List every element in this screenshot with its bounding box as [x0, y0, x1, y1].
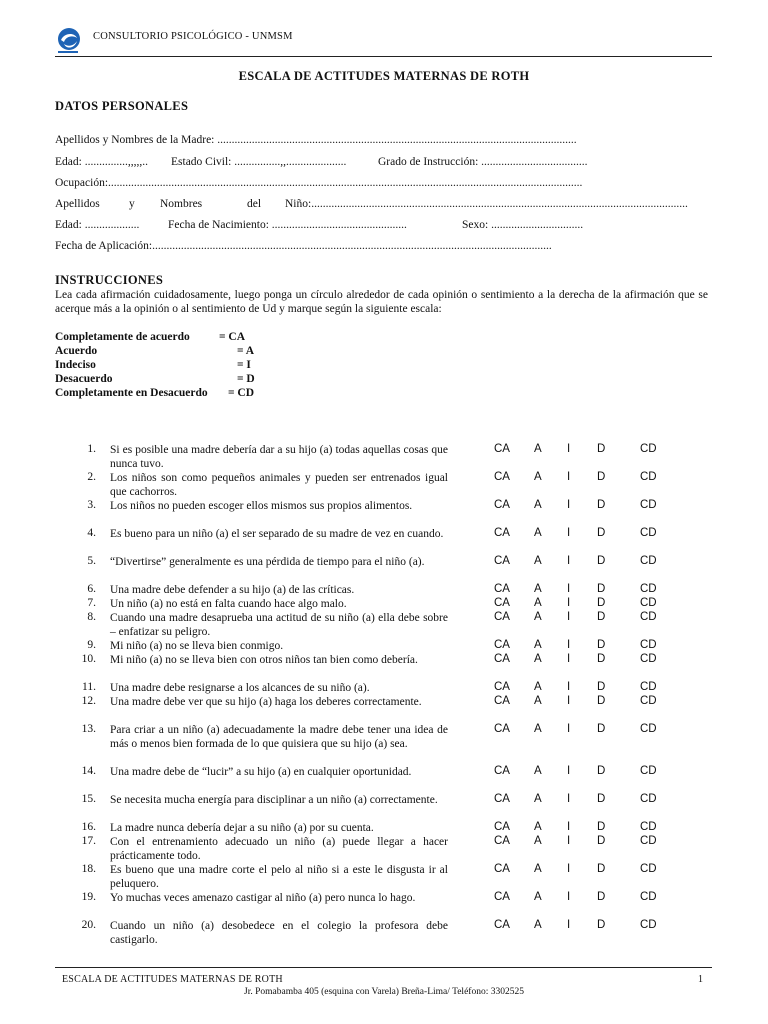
- answer-option-cd[interactable]: CD: [640, 527, 657, 539]
- answer-option-i[interactable]: I: [567, 793, 571, 805]
- item-statement: Si es posible una madre debería dar a su hijo (a) todas aquellas cosas que nunca tuvo.: [110, 444, 448, 470]
- item-number: 4.: [87, 527, 96, 539]
- item-number: 3.: [87, 499, 96, 511]
- education-field[interactable]: Grado de Instrucción: .....................................: [378, 156, 588, 168]
- answer-option-i[interactable]: I: [567, 499, 571, 511]
- item-statement: Es bueno para un niño (a) el ser separado de su madre de vez en cuando.: [110, 528, 444, 540]
- answer-option-cd[interactable]: CD: [640, 723, 657, 735]
- page-number: 1: [698, 974, 703, 985]
- answer-option-cd[interactable]: CD: [640, 681, 657, 693]
- answer-option-cd[interactable]: CD: [640, 583, 657, 595]
- answer-option-i[interactable]: I: [567, 863, 571, 875]
- child-name-word: y: [129, 198, 135, 210]
- answer-option-cd[interactable]: CD: [640, 471, 657, 483]
- answer-option-ca[interactable]: CA: [494, 597, 510, 609]
- item-statement: Un niño (a) no está en falta cuando hace algo malo.: [110, 598, 347, 610]
- answer-option-cd[interactable]: CD: [640, 821, 657, 833]
- header-rule: [55, 56, 712, 57]
- answer-option-a[interactable]: A: [534, 499, 542, 511]
- answer-option-a[interactable]: A: [534, 695, 542, 707]
- item-number: 14.: [81, 765, 96, 777]
- item-statement: Con el entrenamiento adecuado un niño (a) puede llegar a hacer prácticamente todo.: [110, 836, 448, 862]
- answer-option-cd[interactable]: CD: [640, 653, 657, 665]
- answer-option-a[interactable]: A: [534, 527, 542, 539]
- answer-option-ca[interactable]: CA: [494, 499, 510, 511]
- footer-rule: [55, 967, 712, 968]
- scale-code: = D: [237, 373, 255, 385]
- answer-option-ca[interactable]: CA: [494, 639, 510, 651]
- item-statement: Una madre debe defender a su hijo (a) de las críticas.: [110, 584, 355, 596]
- answer-option-d[interactable]: D: [597, 835, 606, 847]
- civil-status-field[interactable]: Estado Civil: ................,,.....................: [171, 156, 347, 168]
- answer-option-i[interactable]: I: [567, 611, 571, 623]
- item-statement: Mi niño (a) no se lleva bien con otros niños tan bien como debería.: [110, 654, 418, 666]
- answer-option-d[interactable]: D: [597, 695, 606, 707]
- personal-data-heading: DATOS PERSONALES: [55, 99, 189, 113]
- answer-option-i[interactable]: I: [567, 919, 571, 931]
- answer-option-cd[interactable]: CD: [640, 597, 657, 609]
- child-name-word: del: [247, 198, 262, 210]
- answer-option-ca[interactable]: CA: [494, 919, 510, 931]
- answer-option-d[interactable]: D: [597, 681, 606, 693]
- answer-option-d[interactable]: D: [597, 863, 606, 875]
- occupation-field[interactable]: Ocupación:.....................................................................................................................................................................: [55, 177, 583, 189]
- item-statement: Mi niño (a) no se lleva bien conmigo.: [110, 640, 284, 652]
- answer-option-cd[interactable]: CD: [640, 639, 657, 651]
- answer-option-d[interactable]: D: [597, 919, 606, 931]
- answer-option-d[interactable]: D: [597, 891, 606, 903]
- answer-option-cd[interactable]: CD: [640, 555, 657, 567]
- answer-option-a[interactable]: A: [534, 653, 542, 665]
- answer-option-ca[interactable]: CA: [494, 471, 510, 483]
- answer-option-ca[interactable]: CA: [494, 835, 510, 847]
- unmsm-logo-icon: [55, 26, 85, 56]
- item-statement: Se necesita mucha energía para disciplinar a un niño (a) correctamente.: [110, 794, 438, 806]
- birth-date-field[interactable]: Fecha de Nacimiento: ...............................................: [168, 219, 407, 231]
- scale-code: = CD: [228, 387, 255, 399]
- scale-code: = CA: [219, 331, 246, 343]
- answer-option-cd[interactable]: CD: [640, 835, 657, 847]
- item-number: 15.: [81, 793, 96, 805]
- scale-code: = A: [237, 345, 255, 357]
- item-number: 7.: [87, 597, 96, 609]
- item-number: 11.: [82, 681, 96, 693]
- answer-option-d[interactable]: D: [597, 597, 606, 609]
- item-number: 16.: [81, 821, 96, 833]
- child-name-field[interactable]: Niño:...................................................................................................................................: [285, 198, 688, 210]
- answer-option-ca[interactable]: CA: [494, 765, 510, 777]
- answer-option-i[interactable]: I: [567, 639, 571, 651]
- answer-option-d[interactable]: D: [597, 499, 606, 511]
- answer-option-cd[interactable]: CD: [640, 919, 657, 931]
- item-statement: Cuando una madre desaprueba una actitud de su niño (a) ella debe sobre – enfatizar su peligro.: [110, 612, 448, 638]
- scale-label: Indeciso: [55, 359, 96, 371]
- answer-option-ca[interactable]: CA: [494, 653, 510, 665]
- answer-option-ca[interactable]: CA: [494, 863, 510, 875]
- item-number: 10.: [81, 653, 96, 665]
- item-number: 17.: [81, 835, 96, 847]
- child-name-word: Nombres: [160, 198, 203, 210]
- answer-option-cd[interactable]: CD: [640, 443, 657, 455]
- scale-label: Desacuerdo: [55, 373, 113, 385]
- item-number: 1.: [87, 443, 96, 455]
- answer-option-i[interactable]: I: [567, 835, 571, 847]
- answer-option-a[interactable]: A: [534, 639, 542, 651]
- footer-title: ESCALA DE ACTITUDES MATERNAS DE ROTH: [62, 974, 283, 985]
- item-number: 18.: [81, 863, 96, 875]
- answer-option-d[interactable]: D: [597, 527, 606, 539]
- answer-option-ca[interactable]: CA: [494, 443, 510, 455]
- item-statement: Una madre debe resignarse a los alcances de su niño (a).: [110, 682, 370, 694]
- item-statement: “Divertirse” generalmente es una pérdida de tiempo para el niño (a).: [110, 556, 425, 568]
- answer-option-i[interactable]: I: [567, 653, 571, 665]
- item-number: 6.: [87, 583, 96, 595]
- item-statement: Yo muchas veces amenazo castigar al niño (a) pero nunca lo hago.: [110, 892, 416, 904]
- answer-option-ca[interactable]: CA: [494, 611, 510, 623]
- child-age-field[interactable]: Edad: ...................: [55, 219, 140, 231]
- item-number: 20.: [81, 919, 96, 931]
- answer-option-a[interactable]: A: [534, 765, 542, 777]
- item-statement: La madre nunca debería dejar a su niño (a) por su cuenta.: [110, 822, 374, 834]
- instructions-text: Lea cada afirmación cuidadosamente, luego ponga un círculo alrededor de cada opinión o sentimiento a la derecha de la afirmación que se acerque más a la opinión o al sentimiento de Ud y marque según la siguiente escala:: [55, 289, 708, 315]
- item-number: 13.: [81, 723, 96, 735]
- answer-option-i[interactable]: I: [567, 555, 571, 567]
- answer-option-a[interactable]: A: [534, 471, 542, 483]
- instructions-heading: INSTRUCCIONES: [55, 273, 164, 287]
- answer-option-d[interactable]: D: [597, 443, 606, 455]
- answer-option-ca[interactable]: CA: [494, 793, 510, 805]
- answer-option-d[interactable]: D: [597, 583, 606, 595]
- answer-option-i[interactable]: I: [567, 471, 571, 483]
- item-number: 12.: [81, 695, 96, 707]
- item-statement: Una madre debe ver que su hijo (a) haga los deberes correctamente.: [110, 696, 422, 708]
- answer-option-d[interactable]: D: [597, 611, 606, 623]
- item-number: 19.: [81, 891, 96, 903]
- item-statement: Cuando un niño (a) desobedece en el colegio la profesora debe castigarlo.: [110, 920, 448, 946]
- scale-label: Completamente de acuerdo: [55, 331, 190, 343]
- answer-option-ca[interactable]: CA: [494, 527, 510, 539]
- answer-option-i[interactable]: I: [567, 891, 571, 903]
- answer-option-cd[interactable]: CD: [640, 499, 657, 511]
- item-number: 2.: [87, 471, 96, 483]
- item-statement: Los niños son como pequeños animales y pueden ser entrenados igual que cachorros.: [110, 472, 448, 498]
- answer-option-d[interactable]: D: [597, 793, 606, 805]
- answer-option-i[interactable]: I: [567, 583, 571, 595]
- sex-field[interactable]: Sexo: ................................: [462, 219, 584, 231]
- item-statement: Los niños no pueden escoger ellos mismos sus propios alimentos.: [110, 500, 413, 512]
- answer-option-a[interactable]: A: [534, 793, 542, 805]
- answer-option-i[interactable]: I: [567, 443, 571, 455]
- answer-option-i[interactable]: I: [567, 821, 571, 833]
- answer-option-cd[interactable]: CD: [640, 611, 657, 623]
- mother-age-field[interactable]: Edad: ...............,,,,,..: [55, 156, 148, 168]
- answer-option-ca[interactable]: CA: [494, 583, 510, 595]
- scale-label: Completamente en Desacuerdo: [55, 387, 208, 399]
- item-statement: Es bueno que una madre corte el pelo al niño si a este le disgusta ir al peluquero.: [110, 864, 448, 890]
- answer-option-a[interactable]: A: [534, 821, 542, 833]
- answer-option-d[interactable]: D: [597, 471, 606, 483]
- answer-option-cd[interactable]: CD: [640, 863, 657, 875]
- answer-option-i[interactable]: I: [567, 765, 571, 777]
- answer-option-ca[interactable]: CA: [494, 681, 510, 693]
- answer-option-a[interactable]: A: [534, 597, 542, 609]
- answer-option-d[interactable]: D: [597, 555, 606, 567]
- answer-option-cd[interactable]: CD: [640, 891, 657, 903]
- item-statement: Una madre debe de “lucir” a su hijo (a) en cualquier oportunidad.: [110, 766, 412, 778]
- answer-option-a[interactable]: A: [534, 863, 542, 875]
- answer-option-i[interactable]: I: [567, 681, 571, 693]
- item-statement: Para criar a un niño (a) adecuadamente la madre debe tener una idea de más o menos bien formada de lo que quisiera que su hijo (a) sea.: [110, 724, 448, 750]
- answer-option-ca[interactable]: CA: [494, 891, 510, 903]
- answer-option-a[interactable]: A: [534, 611, 542, 623]
- answer-option-a[interactable]: A: [534, 723, 542, 735]
- answer-option-a[interactable]: A: [534, 681, 542, 693]
- answer-option-i[interactable]: I: [567, 695, 571, 707]
- document-title: ESCALA DE ACTITUDES MATERNAS DE ROTH: [238, 69, 530, 83]
- scale-label: Acuerdo: [55, 345, 98, 357]
- answer-option-a[interactable]: A: [534, 443, 542, 455]
- answer-option-a[interactable]: A: [534, 891, 542, 903]
- answer-option-i[interactable]: I: [567, 527, 571, 539]
- answer-option-ca[interactable]: CA: [494, 695, 510, 707]
- answer-option-a[interactable]: A: [534, 555, 542, 567]
- answer-option-d[interactable]: D: [597, 723, 606, 735]
- answer-option-cd[interactable]: CD: [640, 793, 657, 805]
- answer-option-ca[interactable]: CA: [494, 555, 510, 567]
- answer-option-a[interactable]: A: [534, 919, 542, 931]
- item-number: 5.: [87, 555, 96, 567]
- item-number: 8.: [87, 611, 96, 623]
- answer-option-i[interactable]: I: [567, 597, 571, 609]
- answer-option-d[interactable]: D: [597, 639, 606, 651]
- answer-option-i[interactable]: I: [567, 723, 571, 735]
- answer-option-a[interactable]: A: [534, 583, 542, 595]
- child-name-word: Apellidos: [55, 198, 100, 210]
- mother-name-field[interactable]: Apellidos y Nombres de la Madre: .............................................................................................................................: [55, 134, 577, 146]
- footer-address: Jr. Pomabamba 405 (esquina con Varela) Breña-Lima/ Teléfono: 3302525: [244, 987, 524, 997]
- answer-option-cd[interactable]: CD: [640, 695, 657, 707]
- application-date-field[interactable]: Fecha de Aplicación:...........................................................................................................................................: [55, 240, 552, 252]
- answer-option-ca[interactable]: CA: [494, 821, 510, 833]
- answer-option-cd[interactable]: CD: [640, 765, 657, 777]
- answer-option-d[interactable]: D: [597, 653, 606, 665]
- scale-code: = I: [237, 359, 251, 371]
- answer-option-a[interactable]: A: [534, 835, 542, 847]
- item-number: 9.: [87, 639, 96, 651]
- answer-option-d[interactable]: D: [597, 765, 606, 777]
- organization-name: CONSULTORIO PSICOLÓGICO - UNMSM: [93, 31, 293, 42]
- answer-option-d[interactable]: D: [597, 821, 606, 833]
- answer-option-ca[interactable]: CA: [494, 723, 510, 735]
